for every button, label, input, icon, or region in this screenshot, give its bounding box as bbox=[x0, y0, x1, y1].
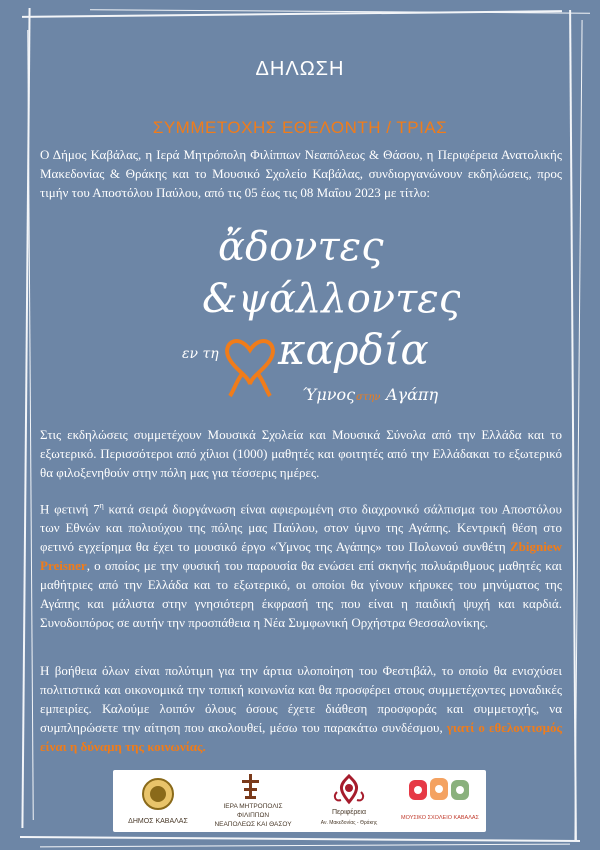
metropolis-label-1: ΙΕΡΑ ΜΗΤΡΟΠΟΛΙΣ bbox=[223, 803, 283, 810]
music-school-label: ΜΟΥΣΙΚΟ ΣΧΟΛΕΙΟ ΚΑΒΑΛΑΣ bbox=[401, 815, 479, 821]
municipality-label: ΔΗΜΟΣ ΚΑΒΑΛΑΣ bbox=[128, 818, 188, 825]
metropolis-label-3: ΝΕΑΠΟΛΕΩΣ ΚΑΙ ΘΑΣΟΥ bbox=[214, 821, 292, 828]
logo-line-4-c: Αγάπη bbox=[386, 385, 439, 404]
logo-line-4-a: Ύμνος bbox=[302, 385, 356, 404]
logo-line-3-main: καρδία bbox=[278, 325, 429, 374]
intro-paragraph: Ο Δήμος Καβάλας, η Ιερά Μητρόπολη Φιλίππων Νεαπόλεως & Θάσου, η Περιφέρεια Ανατολικής Μακεδονίας & Θράκης και το Μουσικό Σχολείο Καβάλας, συνδιοργανώνουν εκδηλώσεις, προς τιμήν του Αποστόλου Παύλου, από τις 05 έως τις 08 Μαΐου 2023 με τίτλο: bbox=[40, 147, 562, 200]
para3-text-2: κατά σειρά διοργάνωση είναι αφιερωμένη στο διαχρονικό σάλπισμα του Αποστόλου των Εθνών και πολιούχου της πόλης μας Παύλου, στον ύμνο της Αγάπης. Κεντρική θέση στο φετινό εγχείρημα θα έχει το μουσικό έργο «Ύμνος της Αγάπης» του Πολωνού συνθέτη bbox=[40, 501, 562, 555]
region-label-2: Αν. Μακεδονίας - Θράκης bbox=[320, 820, 378, 826]
municipality-seal-icon bbox=[117, 770, 199, 816]
sponsors-footer bbox=[113, 770, 486, 832]
logo-line-3-prefix: εν τη bbox=[182, 346, 219, 362]
metropolis-emblem-icon bbox=[209, 770, 297, 802]
festival-logo-art bbox=[160, 212, 460, 412]
composer-name: Zbigniew Preisner bbox=[40, 539, 562, 574]
page-subtitle: ΣΥΜΜΕΤΟΧΗΣ ΕΘΕΛΟΝΤΗ / ΤΡΙΑΣ bbox=[152, 118, 448, 137]
heart-icon bbox=[227, 341, 273, 396]
volunteer-slogan: γιατί ο εθελοντισμός είναι η δύναμη της κοινωνίας. bbox=[40, 720, 562, 754]
call-to-action-paragraph bbox=[40, 661, 562, 756]
frame-bottom bbox=[20, 836, 580, 842]
frame-right-2 bbox=[574, 20, 582, 840]
para3-text-3: , ο οποίος με την φυσική του παρουσία θα ενώσει επί σκηνής πολυάριθμους μαθητές και μαθήτριες από την Ελλάδα και το εξωτερικό, οι οποίοι θα γίνουν κήρυκες του μηνύματος της Αγάπης και μάλιστα στην γνησιότερη έκφρασή της που είναι η παιδική ψυχή και καρδιά. Συνοδοιπόρος σε αυτήν την προσπάθεια η Νέα Συμφωνική Ορχήστρα Θεσσαλονίκης. bbox=[40, 558, 562, 631]
music-school-logo-icon bbox=[397, 770, 483, 810]
sponsor-municipality bbox=[117, 770, 199, 832]
logo-line-1: ἄδοντες bbox=[218, 224, 384, 270]
metropolis-label-2: ΦΙΛΙΠΠΩΝ bbox=[236, 812, 270, 819]
para3-text-1: Η φετινή 7 bbox=[40, 501, 100, 517]
logo-line-2: &ψάλλοντες bbox=[202, 276, 460, 322]
participants-paragraph: Στις εκδηλώσεις συμμετέχουν Μουσικά Σχολεία και Μουσικά Σύνολα από την Ελλάδα και το εξωτερικό. Περισσότεροι από χίλιοι (1000) μαθητές και φοιτητές από την Ελλάδακαι το εξωτερικό θα φιλοξενηθούν στην πόλη μας για τέσσερις ημέρες. bbox=[40, 427, 562, 480]
frame-bottom-2 bbox=[40, 844, 570, 848]
sponsor-music-school bbox=[397, 770, 483, 832]
logo-line-4-b: στην bbox=[356, 392, 381, 403]
festival-logo bbox=[160, 212, 460, 412]
sponsor-region bbox=[307, 770, 391, 832]
festival-description-paragraph bbox=[40, 496, 562, 632]
frame-left-2 bbox=[27, 30, 34, 820]
para4-text: Η βοήθεια όλων είναι πολύτιμη για την άρτια υλοποίηση του Φεστιβάλ, το οποίο θα ενισχύσει πολιτιστικά και οικονομικά την τοπική κοινωνία και θα προσφέρει στους συμμετέχοντες μοναδικές εμπειρίες. Καλούμε λοιπόν όλους όσους έχετε διάθεση προσφοράς και συμμετοχής, να συμπληρώσετε την αίτηση που ακολουθεί, μέσω του παρακάτω συνδέσμου, bbox=[40, 663, 562, 735]
page-title: ΔΗΛΩΣΗ bbox=[255, 58, 345, 80]
sponsor-metropolis bbox=[209, 770, 297, 832]
region-emblem-icon bbox=[307, 770, 391, 806]
region-label-1: Περιφέρεια bbox=[331, 809, 367, 816]
para3-sup: η bbox=[99, 501, 104, 510]
